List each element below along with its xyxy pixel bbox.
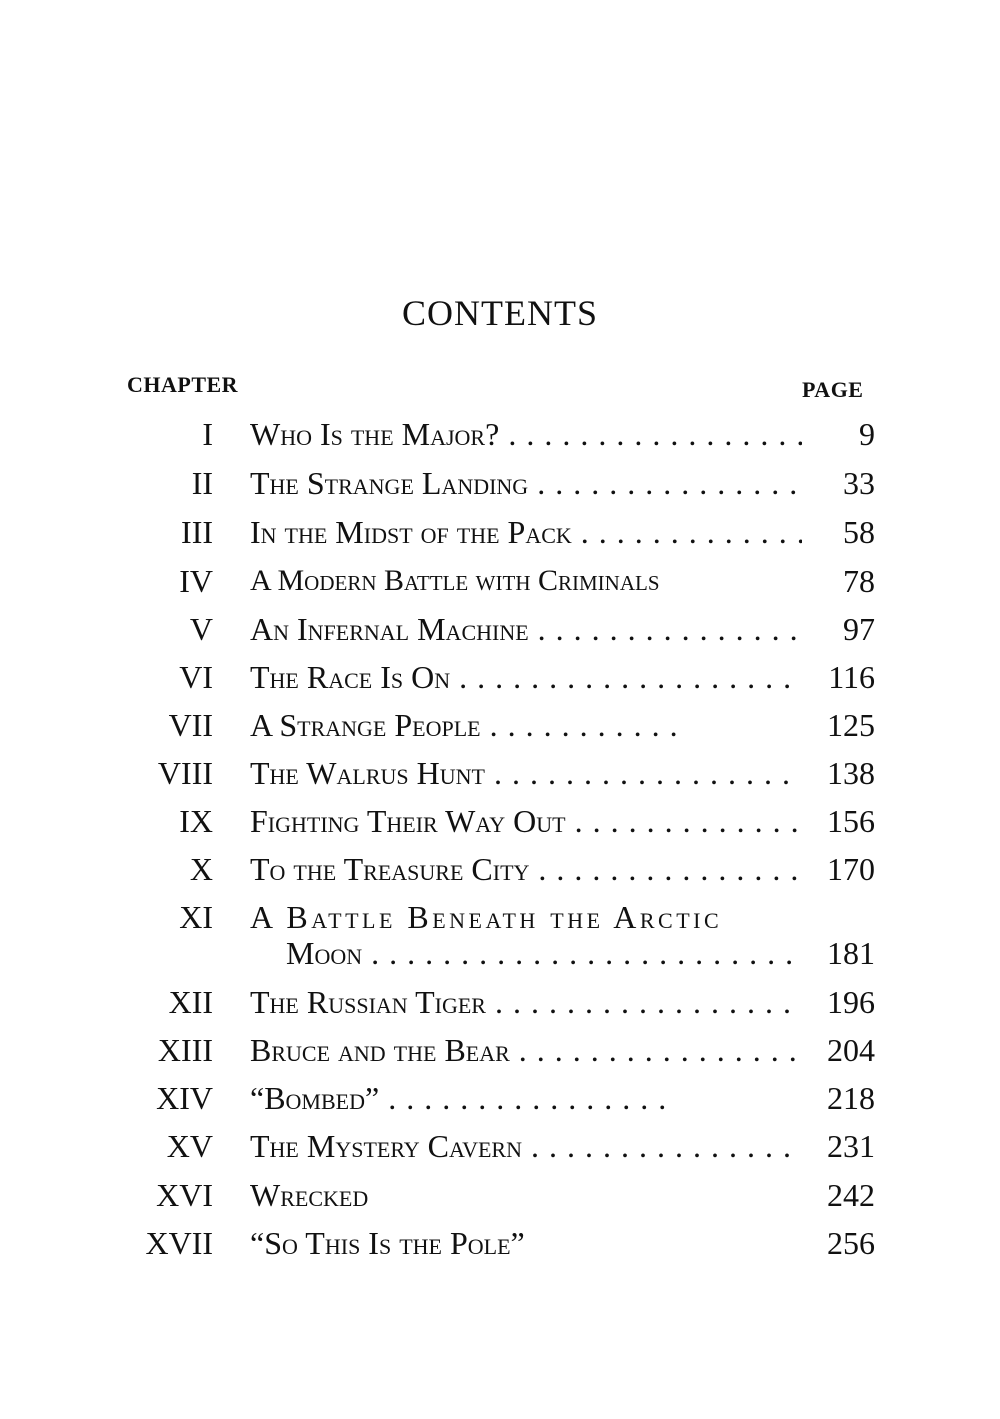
chapter-page: 170 [827,851,875,887]
toc-row [0,463,1000,503]
chapter-page: 138 [827,755,875,791]
chapter-title: The Russian Tiger . . . [250,982,802,1022]
chapter-title: A Battle Beneath the Arctic [250,899,723,935]
toc-row-continuation [0,933,1000,973]
chapter-number: XIII [157,1032,213,1068]
chapter-number: XV [166,1128,213,1164]
chapter-title-continuation: Moon . . . [286,933,802,973]
toc-row [0,1175,1000,1215]
chapter-title: Fighting Their Way Out . . . [250,801,802,841]
chapter-page: 204 [827,1032,875,1068]
page-title: CONTENTS [402,293,598,333]
toc-row [0,561,1000,601]
chapter-page: 196 [827,984,875,1020]
chapter-number: X [189,851,213,887]
toc-row [0,1030,1000,1070]
chapter-title: Wrecked [250,1177,369,1213]
toc-row [0,512,1000,552]
chapter-title: The Strange Landing . . . [250,463,802,503]
chapter-number: XIV [156,1080,213,1116]
chapter-title: The Race Is On . . . [250,657,802,697]
chapter-title: The Mystery Cavern . . . [250,1126,802,1166]
chapter-number: III [181,514,213,550]
chapter-page: 242 [827,1177,875,1213]
chapter-title: Bruce and the Bear . . . [250,1030,802,1070]
chapter-page: 9 [859,416,875,452]
chapter-page: 156 [827,803,875,839]
toc-row [0,1078,1000,1118]
chapter-title: The Walrus Hunt . . . [250,753,802,793]
chapter-page: 218 [827,1080,875,1116]
chapter-title: In the Midst of the Pack . . . [250,512,802,552]
chapter-page: 125 [827,707,875,743]
toc-row [0,982,1000,1022]
chapter-number: IX [179,803,213,839]
toc-row [0,1223,1000,1263]
toc-row [0,753,1000,793]
chapter-title: A Modern Battle with Criminals [250,564,660,597]
toc-row [0,897,1000,937]
chapter-title: Who Is the Major? . . . [250,414,802,454]
chapter-number: IV [179,563,213,599]
chapter-page: 181 [827,935,875,971]
chapter-number: V [189,611,213,647]
chapter-number: I [202,416,213,452]
chapter-number: VIII [157,755,213,791]
chapter-page: 33 [843,465,875,501]
chapter-title: “So This Is the Pole” [250,1225,525,1261]
chapter-page: 97 [843,611,875,647]
chapter-number: VII [168,707,213,743]
chapter-number: XI [179,899,213,935]
chapter-title: “Bombed” . . . [250,1078,676,1118]
chapter-title: A Strange People . . . [250,705,680,745]
chapter-title: An Infernal Machine . . . [250,609,802,649]
chapter-number: XII [168,984,213,1020]
chapter-title: To the Treasure City . . . [250,849,802,889]
chapter-number: XVII [145,1225,213,1261]
chapter-page: 116 [828,659,875,695]
chapter-number: II [191,465,213,501]
toc-row [0,414,1000,454]
chapter-page: 256 [827,1225,875,1261]
toc-row [0,1126,1000,1166]
toc-row [0,657,1000,697]
chapter-number: XVI [156,1177,213,1213]
toc-row [0,705,1000,745]
chapter-page: 58 [843,514,875,550]
chapter-number: VI [179,659,213,695]
toc-row [0,609,1000,649]
chapter-page: 78 [843,563,875,599]
page-column-header: PAGE [802,377,864,402]
toc-row [0,801,1000,841]
toc-row [0,849,1000,889]
chapter-page: 231 [827,1128,875,1164]
chapter-column-header: CHAPTER [127,372,239,397]
